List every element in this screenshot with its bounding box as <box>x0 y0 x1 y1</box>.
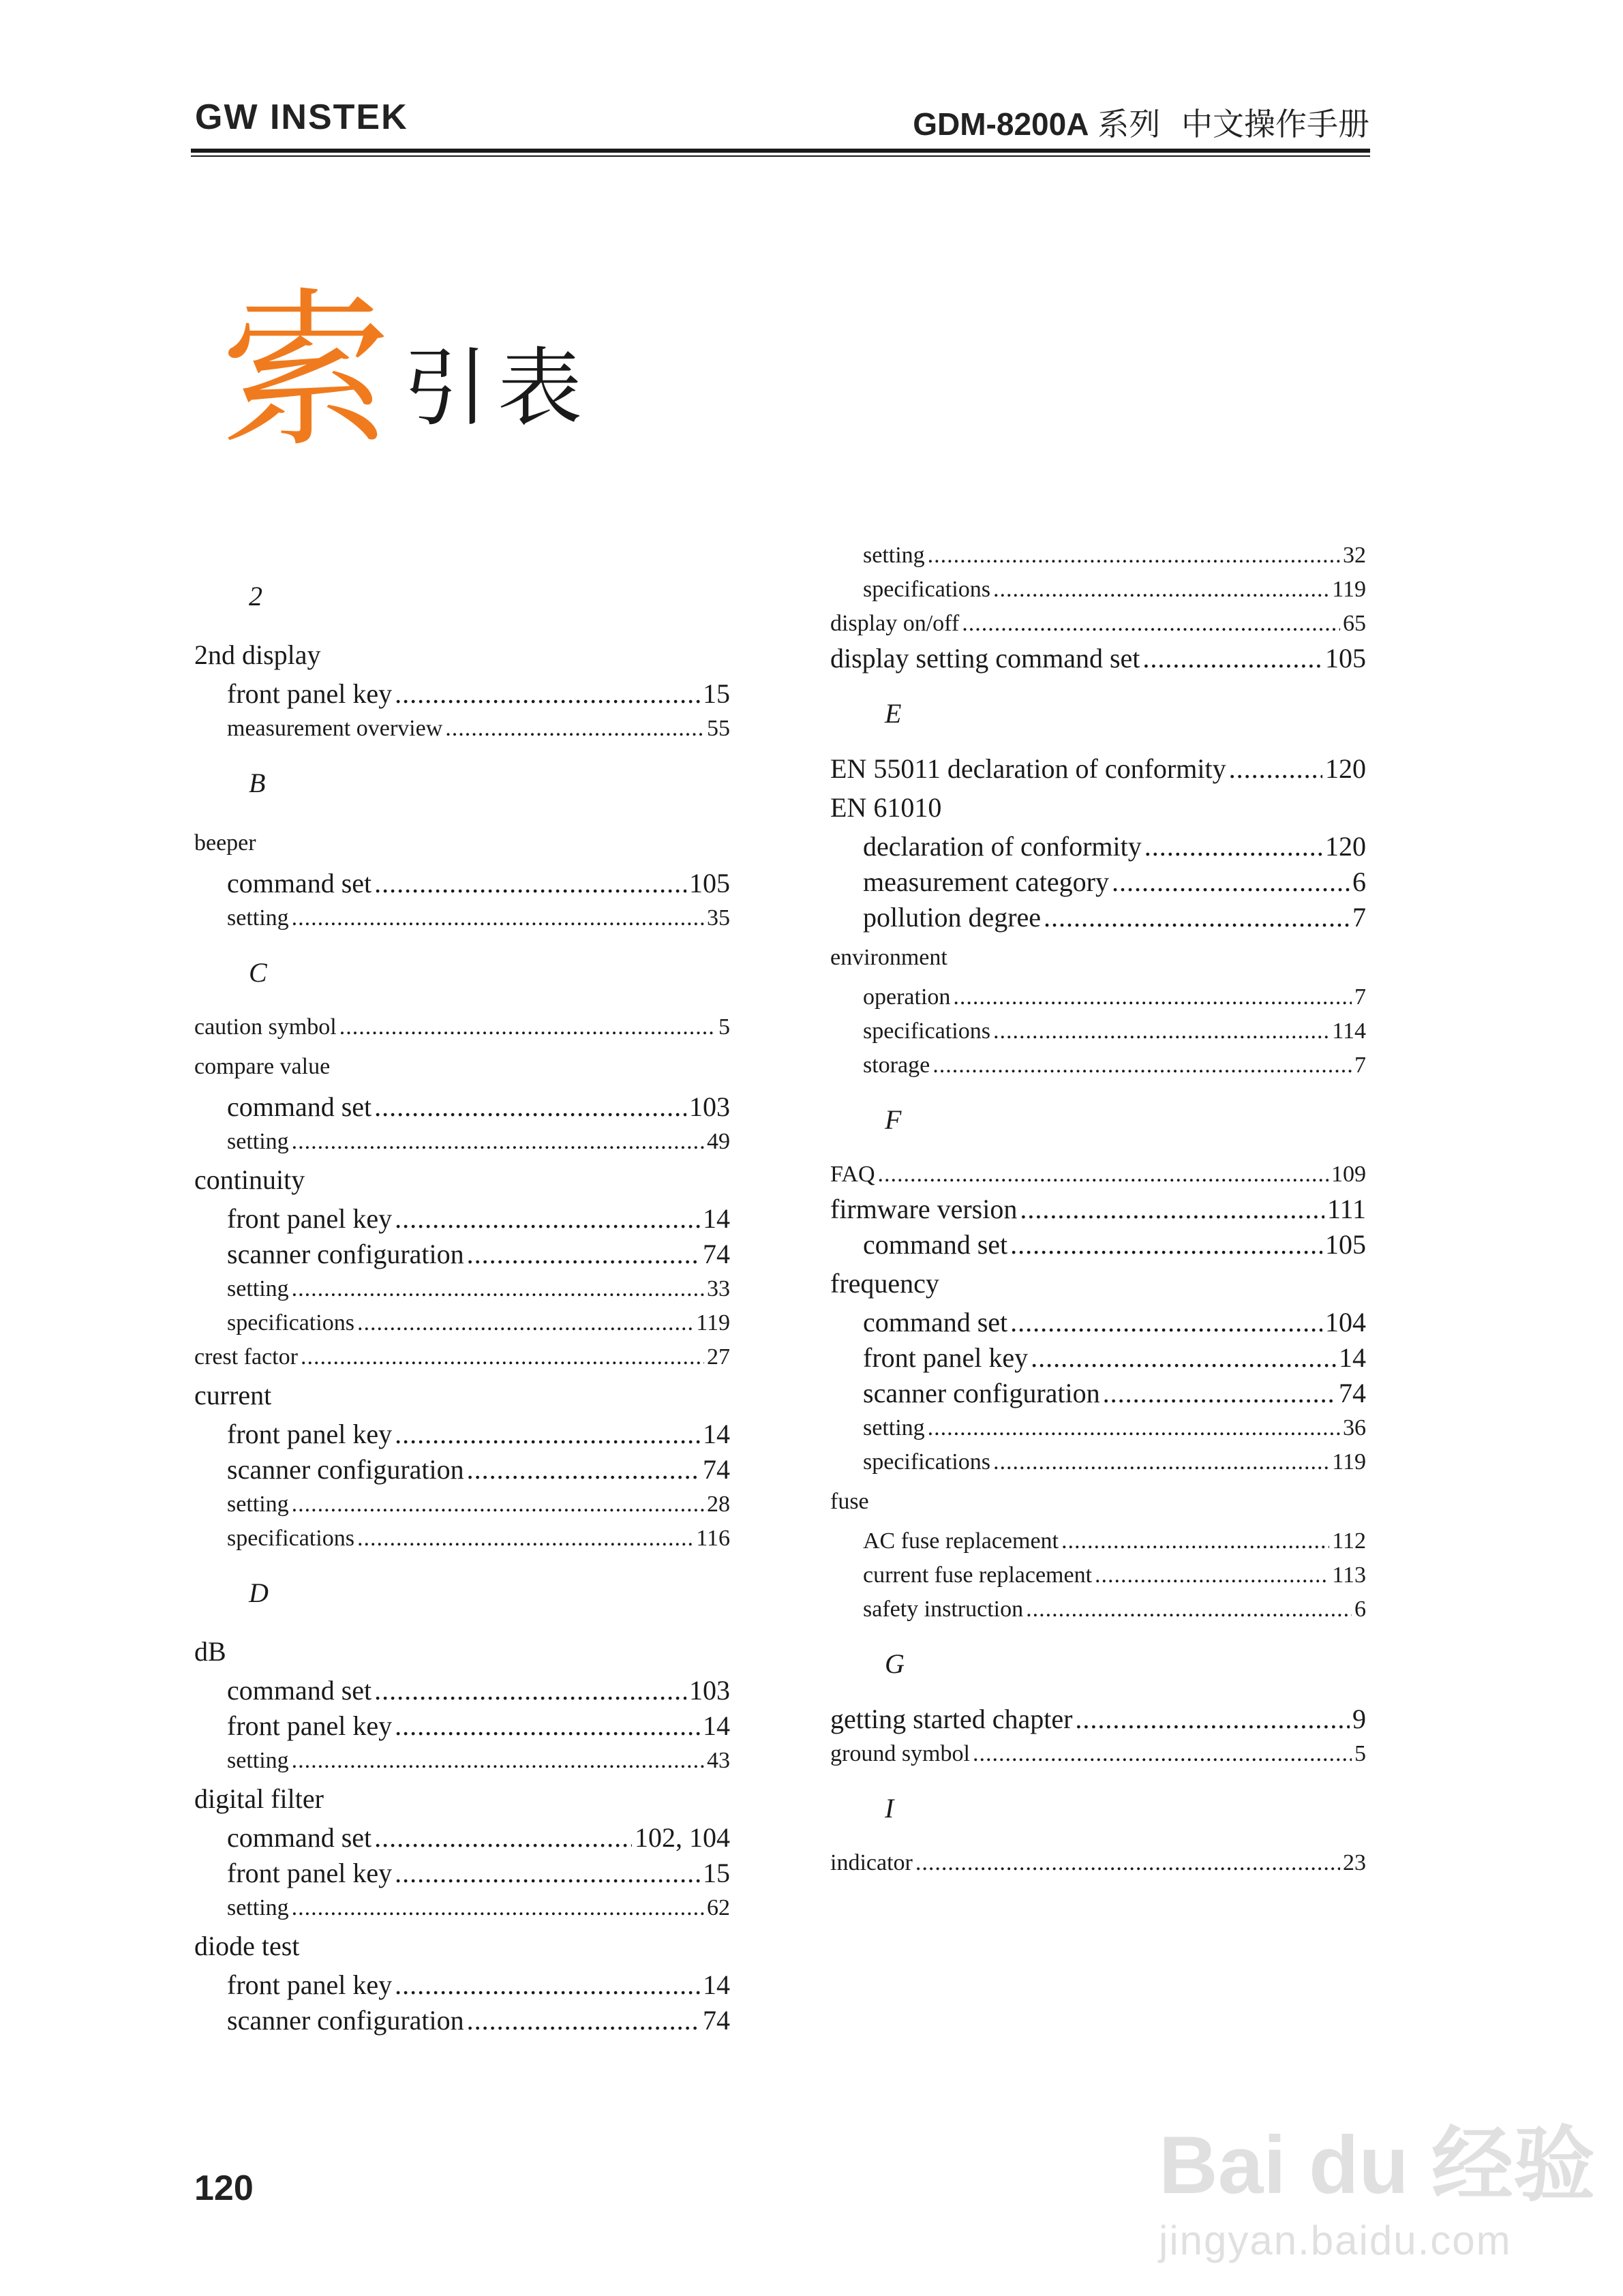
index-main-term: environment <box>830 945 947 970</box>
dot-leader <box>292 1125 704 1159</box>
index-sub-entry[interactable] <box>194 712 730 746</box>
index-entry[interactable] <box>830 1846 1366 1880</box>
entry-page-ref: 119 <box>1332 1449 1366 1475</box>
entry-page-ref: 7 <box>1352 902 1366 933</box>
index-main-term: current <box>194 1380 272 1410</box>
entry-term: specifications <box>863 1449 990 1475</box>
entry-term: operation <box>863 984 951 1010</box>
entry-term: pollution degree <box>863 902 1042 933</box>
dot-leader <box>395 1967 700 2003</box>
dot-leader <box>1144 829 1322 864</box>
entry-page-ref: 9 <box>1352 1704 1366 1734</box>
entry-page-ref: 7 <box>1354 984 1366 1010</box>
entry-term: setting <box>863 1415 925 1440</box>
index-sub-entry[interactable] <box>830 573 1366 607</box>
entry-page-ref: 5 <box>718 1014 730 1040</box>
dot-leader <box>357 1306 693 1340</box>
entry-term: setting <box>227 1748 289 1773</box>
index-letter-heading: F <box>885 1104 902 1135</box>
entry-page-ref: 7 <box>1354 1053 1366 1078</box>
dot-leader <box>993 1014 1329 1048</box>
gw-instek-logo: GW INSTEK <box>195 97 408 137</box>
dot-leader <box>993 1445 1329 1479</box>
index-sub-entry[interactable] <box>830 1014 1366 1048</box>
index-sub-entry[interactable] <box>830 900 1366 935</box>
index-entry[interactable] <box>830 1192 1366 1227</box>
entry-term: front panel key <box>227 1419 393 1449</box>
dot-leader <box>467 1237 700 1272</box>
header-rule-thin <box>191 155 1370 157</box>
index-main-term: frequency <box>830 1268 939 1299</box>
entry-page-ref: 109 <box>1331 1162 1366 1187</box>
entry-page-ref: 119 <box>696 1310 730 1335</box>
dot-leader <box>1010 1227 1322 1263</box>
dot-leader <box>1010 1305 1322 1340</box>
entry-term: getting started chapter <box>830 1704 1073 1734</box>
entry-term: setting <box>863 543 925 568</box>
index-main-term: beeper <box>194 830 256 856</box>
index-entry[interactable] <box>830 1737 1366 1771</box>
dot-leader <box>292 1272 704 1306</box>
entry-term: front panel key <box>227 678 393 709</box>
heading-rest: 引表 <box>404 339 592 438</box>
entry-term: EN 55011 declaration of conformity <box>830 753 1226 784</box>
dot-leader <box>395 1201 700 1237</box>
entry-term: ground symbol <box>830 1741 970 1766</box>
index-sub-entry[interactable] <box>194 1820 730 1856</box>
index-sub-entry[interactable] <box>194 1272 730 1306</box>
entry-page-ref: 120 <box>1325 831 1366 862</box>
entry-page-ref: 112 <box>1332 1528 1366 1554</box>
entry-term: specifications <box>863 1018 990 1044</box>
index-sub-entry[interactable] <box>830 1376 1366 1411</box>
entry-page-ref: 120 <box>1325 753 1366 784</box>
entry-page-ref: 14 <box>703 1419 730 1449</box>
index-entry[interactable] <box>194 1340 730 1374</box>
entry-page-ref: 116 <box>696 1526 730 1551</box>
entry-page-ref: 105 <box>1325 643 1366 674</box>
index-sub-entry[interactable] <box>194 1891 730 1925</box>
entry-term: scanner configuration <box>863 1378 1100 1408</box>
entry-page-ref: 105 <box>1325 1229 1366 1260</box>
entry-page-ref: 6 <box>1354 1597 1366 1622</box>
index-entry[interactable] <box>830 641 1366 676</box>
index-sub-entry[interactable] <box>830 1340 1366 1376</box>
entry-term: command set <box>227 868 372 898</box>
entry-term: firmware version <box>830 1194 1018 1224</box>
entry-term: specifications <box>227 1310 354 1335</box>
dot-leader <box>1095 1558 1329 1592</box>
dot-leader <box>374 1089 686 1125</box>
entry-page-ref: 49 <box>707 1129 730 1154</box>
index-sub-entry[interactable] <box>194 1856 730 1891</box>
entry-term: front panel key <box>227 1858 393 1888</box>
index-sub-entry[interactable] <box>830 829 1366 864</box>
dot-leader <box>962 607 1340 641</box>
entry-page-ref: 113 <box>1332 1562 1366 1588</box>
index-letter-heading: I <box>885 1793 894 1824</box>
entry-term: display on/off <box>830 611 960 636</box>
entry-page-ref: 33 <box>707 1276 730 1301</box>
index-letter-heading: C <box>249 957 267 988</box>
entry-term: safety instruction <box>863 1597 1024 1622</box>
dot-leader <box>292 1487 704 1522</box>
entry-page-ref: 105 <box>689 868 730 898</box>
dot-leader <box>1020 1192 1324 1227</box>
entry-page-ref: 119 <box>1332 577 1366 602</box>
entry-term: command set <box>863 1229 1008 1260</box>
index-sub-entry[interactable] <box>194 866 730 901</box>
entry-term: measurement overview <box>227 716 443 741</box>
dot-leader <box>292 1744 704 1778</box>
index-sub-entry[interactable] <box>830 1558 1366 1592</box>
manual-label: 中文操作手册 <box>1181 106 1369 142</box>
entry-term: crest factor <box>194 1344 298 1370</box>
entry-page-ref: 35 <box>707 905 730 931</box>
index-sub-entry[interactable] <box>830 864 1366 900</box>
index-sub-entry[interactable] <box>194 676 730 712</box>
entry-page-ref: 103 <box>689 1675 730 1706</box>
entry-term: front panel key <box>227 1969 393 2000</box>
entry-term: setting <box>227 1492 289 1517</box>
index-sub-entry[interactable] <box>194 1967 730 2003</box>
index-sub-entry[interactable] <box>194 1708 730 1744</box>
dot-leader <box>973 1737 1352 1771</box>
page-number: 120 <box>194 2169 254 2208</box>
model-name: GDM-8200A <box>913 106 1089 142</box>
index-sub-entry[interactable] <box>830 1048 1366 1083</box>
dot-leader <box>395 1417 700 1452</box>
index-sub-entry[interactable] <box>194 901 730 935</box>
index-sub-entry[interactable] <box>194 1201 730 1237</box>
index-sub-entry[interactable] <box>194 1744 730 1778</box>
index-entry[interactable] <box>194 1010 730 1044</box>
series-label: 系列 <box>1097 106 1161 142</box>
index-main-term: dB <box>194 1636 226 1667</box>
entry-page-ref: 65 <box>1343 611 1366 636</box>
index-sub-entry[interactable] <box>830 1411 1366 1445</box>
dot-leader <box>1026 1592 1352 1627</box>
entry-page-ref: 104 <box>1325 1307 1366 1338</box>
index-main-term: continuity <box>194 1164 305 1195</box>
header-rule <box>191 149 1370 153</box>
entry-page-ref: 14 <box>703 1203 730 1234</box>
index-sub-entry[interactable] <box>194 1522 730 1556</box>
dot-leader <box>467 1452 700 1487</box>
entry-term: front panel key <box>227 1710 393 1741</box>
dot-leader <box>395 676 700 712</box>
dot-leader <box>1112 864 1350 900</box>
entry-term: command set <box>863 1307 1008 1338</box>
entry-page-ref: 102, 104 <box>635 1822 730 1853</box>
entry-term: command set <box>227 1675 372 1706</box>
entry-term: FAQ <box>830 1162 875 1187</box>
dot-leader <box>374 866 686 901</box>
heading-first-char: 索 <box>221 272 391 470</box>
index-letter-heading: B <box>249 768 266 798</box>
index-entry[interactable] <box>830 751 1366 787</box>
dot-leader <box>1031 1340 1336 1376</box>
index-entry[interactable] <box>830 1158 1366 1192</box>
index-sub-entry[interactable] <box>194 1673 730 1708</box>
entry-term: specifications <box>863 577 990 602</box>
dot-leader <box>395 1708 700 1744</box>
entry-page-ref: 23 <box>1343 1850 1366 1875</box>
index-sub-entry[interactable] <box>194 1089 730 1125</box>
index-main-term: fuse <box>830 1489 869 1514</box>
index-main-term: EN 61010 <box>830 792 942 823</box>
dot-leader <box>1142 641 1322 676</box>
dot-leader <box>928 539 1340 573</box>
dot-leader <box>915 1846 1340 1880</box>
entry-page-ref: 14 <box>703 1969 730 2000</box>
dot-leader <box>953 980 1352 1014</box>
index-heading <box>221 272 592 470</box>
watermark-url: jingyan.baidu.com <box>1159 2218 1512 2263</box>
dot-leader <box>374 1673 686 1708</box>
dot-leader <box>1061 1524 1329 1558</box>
entry-page-ref: 14 <box>1339 1342 1366 1373</box>
index-column-left <box>194 559 730 2038</box>
index-sub-entry[interactable] <box>194 1452 730 1487</box>
index-sub-entry[interactable] <box>830 539 1366 573</box>
entry-page-ref: 103 <box>689 1091 730 1122</box>
entry-term: setting <box>227 1895 289 1920</box>
dot-leader <box>1103 1376 1336 1411</box>
entry-page-ref: 74 <box>703 1454 730 1485</box>
entry-page-ref: 62 <box>707 1895 730 1920</box>
index-main-term: diode test <box>194 1931 300 1961</box>
index-sub-entry[interactable] <box>830 1592 1366 1627</box>
entry-term: setting <box>227 1129 289 1154</box>
dot-leader <box>301 1340 704 1374</box>
entry-term: AC fuse replacement <box>863 1528 1059 1554</box>
entry-term: current fuse replacement <box>863 1562 1093 1588</box>
index-column-right <box>830 539 1366 1880</box>
entry-term: declaration of conformity <box>863 831 1142 862</box>
index-letter-heading: 2 <box>249 581 262 611</box>
entry-page-ref: 36 <box>1343 1415 1366 1440</box>
index-sub-entry[interactable] <box>194 1125 730 1159</box>
entry-page-ref: 15 <box>703 1858 730 1888</box>
dot-leader <box>928 1411 1340 1445</box>
watermark-brand: Bai du 经验 <box>1159 2119 1596 2211</box>
entry-page-ref: 28 <box>707 1492 730 1517</box>
entry-term: command set <box>227 1091 372 1122</box>
index-main-term: compare value <box>194 1054 331 1079</box>
entry-page-ref: 74 <box>703 1239 730 1269</box>
entry-page-ref: 27 <box>707 1344 730 1370</box>
dot-leader <box>1044 900 1350 935</box>
entry-term: scanner configuration <box>227 1454 464 1485</box>
index-sub-entry[interactable] <box>830 980 1366 1014</box>
entry-page-ref: 6 <box>1352 866 1366 897</box>
entry-page-ref: 5 <box>1354 1741 1366 1766</box>
document-title <box>913 100 1369 145</box>
entry-term: caution symbol <box>194 1014 337 1040</box>
index-sub-entry[interactable] <box>830 1305 1366 1340</box>
index-entry[interactable] <box>830 1702 1366 1737</box>
entry-term: scanner configuration <box>227 1239 464 1269</box>
dot-leader <box>1075 1702 1350 1737</box>
dot-leader <box>339 1010 716 1044</box>
index-sub-entry[interactable] <box>194 1306 730 1340</box>
entry-page-ref: 43 <box>707 1748 730 1773</box>
entry-page-ref: 55 <box>707 716 730 741</box>
index-sub-entry[interactable] <box>830 1524 1366 1558</box>
index-main-term: 2nd display <box>194 639 321 670</box>
dot-leader <box>878 1158 1329 1192</box>
entry-term: scanner configuration <box>227 2005 464 2036</box>
dot-leader <box>993 573 1329 607</box>
dot-leader <box>357 1522 693 1556</box>
dot-leader <box>1229 751 1322 787</box>
index-main-term: digital filter <box>194 1783 324 1814</box>
dot-leader <box>292 1891 704 1925</box>
index-entry[interactable] <box>830 607 1366 641</box>
dot-leader <box>292 901 704 935</box>
index-letter-heading: E <box>885 698 902 729</box>
dot-leader <box>395 1856 700 1891</box>
entry-term: command set <box>227 1822 372 1853</box>
entry-term: setting <box>227 1276 289 1301</box>
index-letter-heading: D <box>249 1577 269 1608</box>
entry-term: setting <box>227 905 289 931</box>
entry-page-ref: 114 <box>1332 1018 1366 1044</box>
entry-page-ref: 32 <box>1343 543 1366 568</box>
entry-term: storage <box>863 1053 930 1078</box>
dot-leader <box>932 1048 1352 1083</box>
entry-term: measurement category <box>863 866 1109 897</box>
entry-page-ref: 111 <box>1326 1194 1366 1224</box>
dot-leader <box>467 2003 700 2038</box>
index-sub-entry[interactable] <box>830 1227 1366 1263</box>
index-sub-entry[interactable] <box>194 1487 730 1522</box>
dot-leader <box>374 1820 632 1856</box>
entry-page-ref: 74 <box>1339 1378 1366 1408</box>
index-sub-entry[interactable] <box>194 1237 730 1272</box>
index-sub-entry[interactable] <box>194 1417 730 1452</box>
index-sub-entry[interactable] <box>830 1445 1366 1479</box>
baidu-watermark <box>1159 2100 1595 2264</box>
index-letter-heading: G <box>885 1648 905 1679</box>
index-sub-entry[interactable] <box>194 2003 730 2038</box>
entry-page-ref: 74 <box>703 2005 730 2036</box>
entry-term: front panel key <box>863 1342 1029 1373</box>
entry-page-ref: 14 <box>703 1710 730 1741</box>
dot-leader <box>445 712 704 746</box>
entry-term: indicator <box>830 1850 913 1875</box>
entry-term: display setting command set <box>830 643 1140 674</box>
entry-term: specifications <box>227 1526 354 1551</box>
entry-page-ref: 15 <box>703 678 730 709</box>
entry-term: front panel key <box>227 1203 393 1234</box>
